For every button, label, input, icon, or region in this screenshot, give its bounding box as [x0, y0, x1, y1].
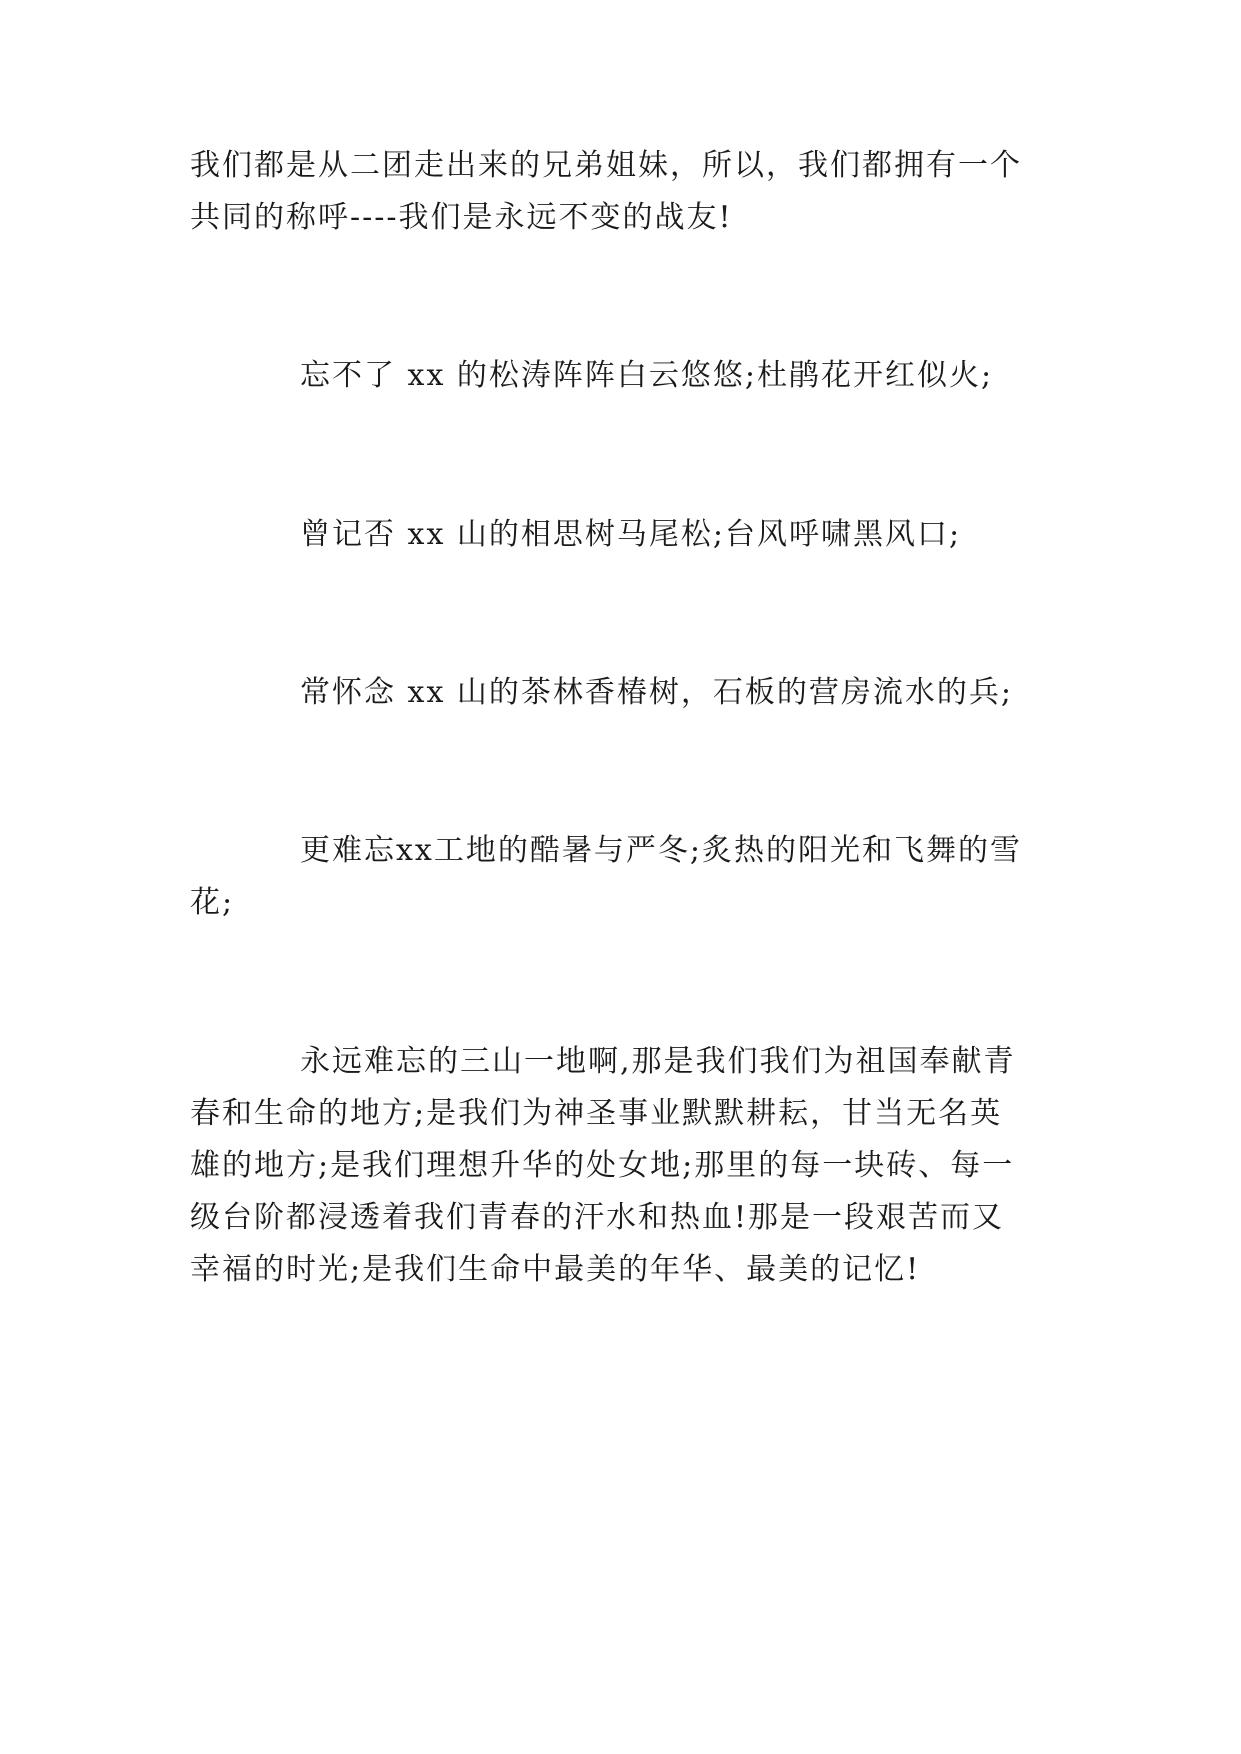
text-line: 幸福的时光;是我们生命中最美的年华、最美的记忆!	[190, 1252, 921, 1287]
text-line: 春和生命的地方;是我们为神圣事业默默耕耘，甘当无名英	[190, 1096, 1003, 1131]
text-line: 共同的称呼----我们是永远不变的战友!	[190, 200, 733, 235]
paragraph-three-mountains	[190, 1036, 1050, 1296]
text-line: 花;	[190, 885, 235, 920]
paragraph-brothers-sisters	[190, 140, 1050, 244]
text-line: 级台阶都浸透着我们青春的汗水和热血!那是一段艰苦而又	[190, 1200, 1005, 1235]
text-line: 永远难忘的三山一地啊,那是我们我们为祖国奉献青	[300, 1044, 1016, 1079]
text-line: 更难忘xx工地的酷暑与严冬;炙热的阳光和飞舞的雪	[300, 833, 1022, 868]
text-line: 我们都是从二团走出来的兄弟姐妹，所以，我们都拥有一个	[190, 148, 1022, 183]
paragraph-miss	[190, 667, 1050, 719]
paragraph-hard-to-forget	[190, 825, 1050, 929]
text-line: 常怀念 xx 山的茶林香椿树，石板的营房流水的兵;	[300, 675, 1014, 710]
text-line: 忘不了 xx 的松涛阵阵白云悠悠;杜鹃花开红似火;	[300, 358, 994, 393]
paragraph-remember	[190, 509, 1050, 561]
text-line: 雄的地方;是我们理想升华的处女地;那里的每一块砖、每一	[190, 1148, 1015, 1183]
text-line: 曾记否 xx 山的相思树马尾松;台风呼啸黑风口;	[300, 517, 962, 552]
paragraph-cannot-forget	[190, 350, 1050, 402]
